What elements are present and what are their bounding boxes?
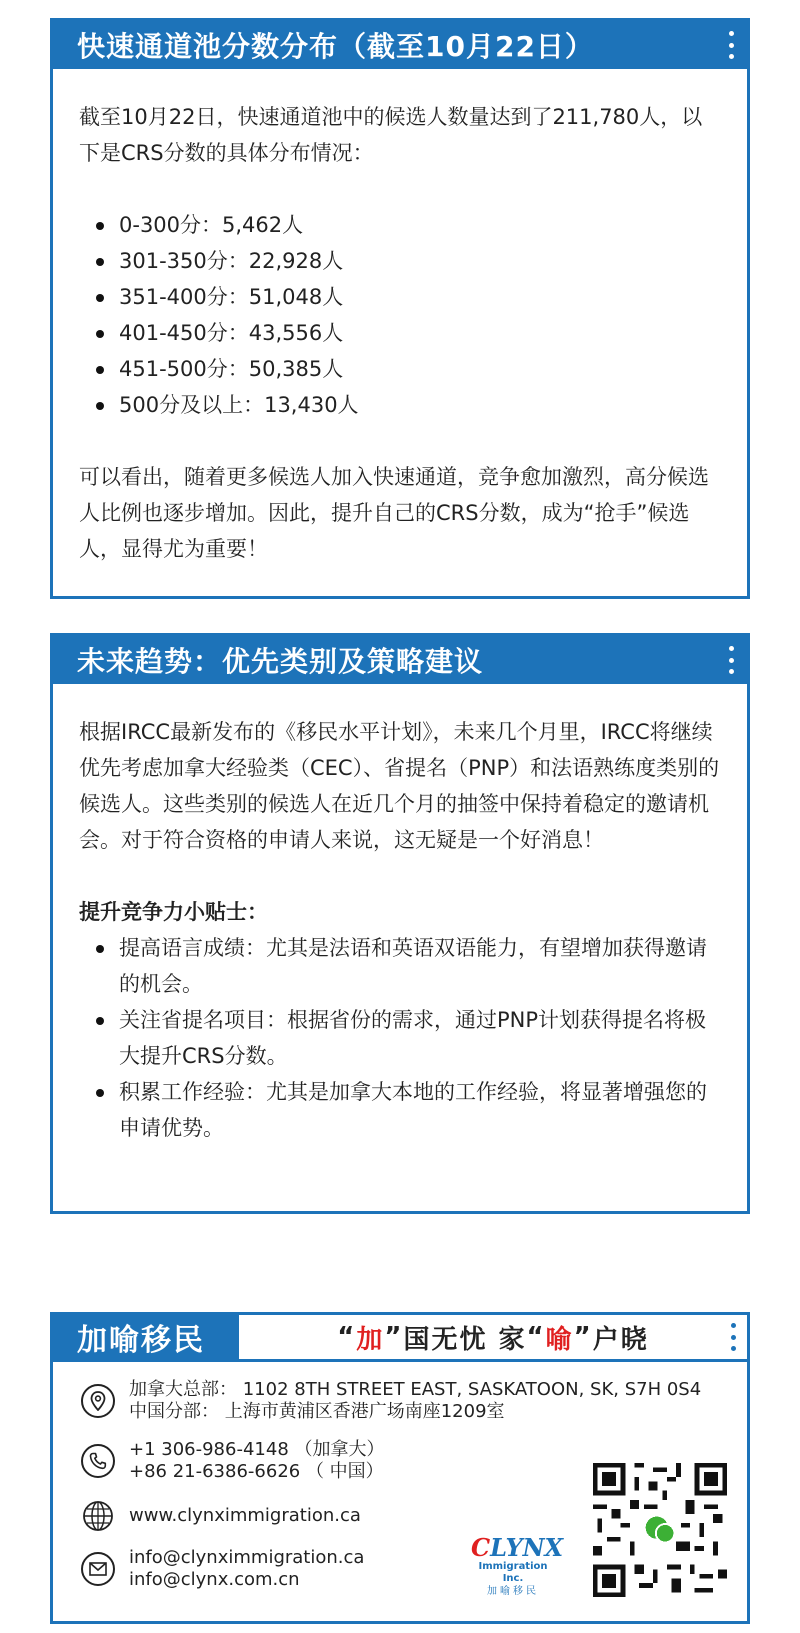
intro-paragraph: 截至10月22日，快速通道池中的候选人数量达到了211,780人，以下是CRS分数的具体分布情况： — [79, 105, 703, 165]
list-item: 351-400分：51,048人 — [79, 279, 721, 315]
intro-paragraph: 根据IRCC最新发布的《移民水平计划》，未来几个月里，IRCC将继续优先考虑加拿大经验类（CEC）、省提名（PNP）和法语熟练度类别的候选人。这些类别的候选人在近几个月的抽签中保持着稳定的邀请机会。对于符合资格的申请人来说，这无疑是一个好消息！ — [79, 720, 720, 852]
qr-code[interactable] — [593, 1463, 727, 1597]
slogan-highlight: 加 — [356, 1324, 385, 1355]
website-row — [81, 1499, 361, 1533]
logo-chinese-name: 加喻移民 — [487, 1586, 539, 1597]
section-title: 未来趋势：优先类别及策略建议 — [77, 645, 484, 678]
divider — [53, 1359, 747, 1362]
globe-icon — [81, 1499, 115, 1533]
section-header — [53, 636, 747, 684]
tips-heading: 提升竞争力小贴士： — [79, 900, 268, 924]
website-link[interactable]: www.clynximmigration.ca — [129, 1505, 361, 1526]
slogan-text: 国无忧 家 — [403, 1324, 527, 1355]
tips-list — [79, 930, 721, 1146]
list-item: 关注省提名项目：根据省份的需求，通过PNP计划获得提名将极大提升CRS分数。 — [79, 1002, 721, 1074]
address-row — [81, 1379, 701, 1423]
location-pin-icon — [81, 1384, 115, 1418]
score-list — [79, 207, 721, 423]
section-crs-distribution — [50, 18, 750, 599]
company-logo — [471, 1533, 564, 1599]
section-title: 快速通道池分数分布（截至10月22日） — [77, 30, 594, 63]
email-cn[interactable]: info@clynx.com.cn — [129, 1569, 300, 1590]
list-item: 积累工作经验：尤其是加拿大本地的工作经验，将显著增强您的申请优势。 — [79, 1074, 721, 1146]
slogan-quote: ” — [573, 1322, 593, 1352]
slogan — [239, 1315, 747, 1359]
list-item: 301-350分：22,928人 — [79, 243, 721, 279]
logo-mark-c: C — [471, 1533, 491, 1562]
brand-name: 加喻移民 — [53, 1315, 239, 1359]
phone-canada[interactable]: +1 306-986-4148 （加拿大） — [129, 1439, 385, 1460]
more-options-icon[interactable] — [727, 31, 735, 59]
phone-icon — [81, 1444, 115, 1478]
slogan-quote: ” — [384, 1322, 404, 1352]
section-header — [53, 21, 747, 69]
slogan-quote: “ — [337, 1322, 357, 1352]
more-options-icon[interactable] — [727, 646, 735, 674]
email-row — [81, 1547, 364, 1591]
slogan-quote: “ — [526, 1322, 546, 1352]
envelope-icon — [81, 1552, 115, 1586]
list-item: 提高语言成绩：尤其是法语和英语双语能力，有望增加获得邀请的机会。 — [79, 930, 721, 1002]
contact-header — [53, 1315, 747, 1359]
section-body — [53, 684, 747, 1146]
list-item: 401-450分：43,556人 — [79, 315, 721, 351]
conclusion-paragraph: 可以看出，随着更多候选人加入快速通道，竞争愈加激烈，高分候选人比例也逐步增加。因此，提升自己的CRS分数，成为“抢手”候选人，显得尤为重要！ — [79, 465, 709, 561]
logo-mark-rest: LYNX — [490, 1533, 564, 1562]
address-hq: 加拿大总部： 1102 8TH STREET EAST, SASKATOON, SK, S7H 0S4 — [129, 1379, 702, 1400]
address-cn: 中国分部： 上海市黄浦区香港广场南座1209室 — [129, 1401, 505, 1422]
more-options-icon[interactable] — [729, 1323, 737, 1351]
list-item: 500分及以上：13,430人 — [79, 387, 721, 423]
phone-row — [81, 1439, 385, 1483]
slogan-text: 户晓 — [592, 1324, 649, 1355]
logo-subtitle: Immigration Inc. — [478, 1561, 548, 1584]
section-body — [53, 69, 747, 567]
list-item: 451-500分：50,385人 — [79, 351, 721, 387]
contact-card — [50, 1312, 750, 1624]
email-ca[interactable]: info@clynximmigration.ca — [129, 1547, 365, 1568]
phone-china[interactable]: +86 21-6386-6626 （ 中国） — [129, 1461, 384, 1482]
section-future-trends — [50, 633, 750, 1214]
slogan-highlight: 喻 — [545, 1324, 574, 1355]
list-item: 0-300分：5,462人 — [79, 207, 721, 243]
